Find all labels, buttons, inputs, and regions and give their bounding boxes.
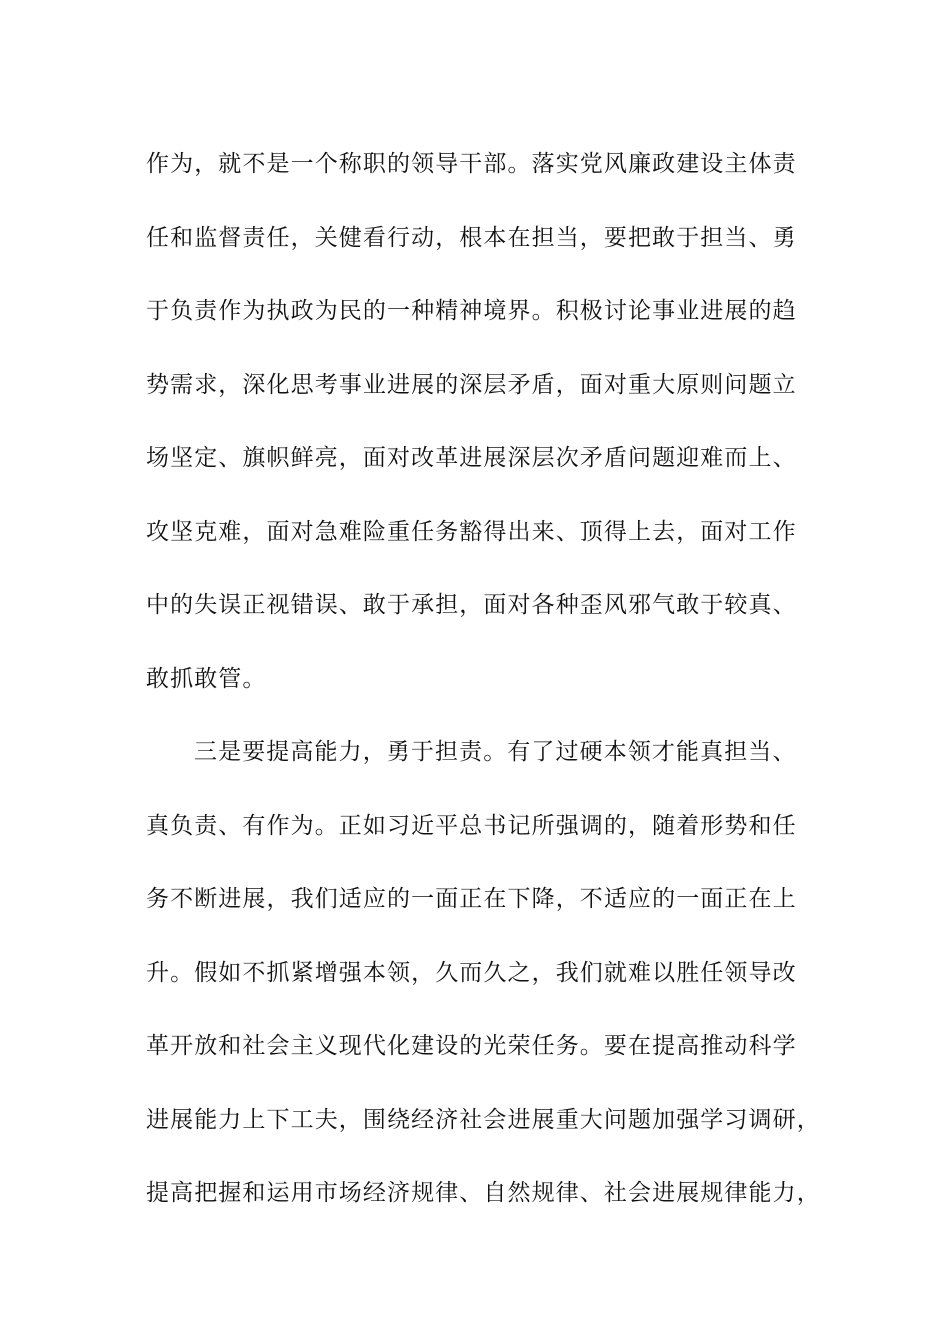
text-line: 提高把握和运用市场经济规律、自然规律、社会进展规律能力， — [146, 1180, 821, 1206]
text-line: 作为，就不是一个称职的领导干部。落实党风廉政建设主体责 — [146, 151, 797, 177]
text-line: 进展能力上下工夫，围绕经济社会进展重大问题加强学习调研， — [146, 1106, 821, 1133]
text-line: 任和监督责任，关健看行动，根本在担当，要把敢于担当、勇 — [146, 224, 797, 251]
text-line: 于负责作为执政为民的一种精神境界。积极讨论事业进展的趋 — [146, 298, 797, 324]
text-line: 中的失误正视错误、敢于承担，面对各种歪风邪气敢于较真、 — [146, 592, 797, 618]
text-line: 敢抓敢管。 — [146, 665, 267, 692]
text-line: 势需求，深化思考事业进展的深层矛盾，面对重大原则问题立 — [146, 371, 797, 398]
text-line: 攻坚克难，面对急难险重任务豁得出来、顶得上去，面对工作 — [146, 518, 797, 545]
text-line: 升。假如不抓紧增强本领，久而久之，我们就难以胜任领导改 — [146, 959, 797, 986]
text-line: 真负责、有作为。正如习近平总书记所强调的，随着形势和任 — [146, 812, 797, 839]
text-line: 革开放和社会主义现代化建设的光荣任务。要在提高推动科学 — [146, 1033, 797, 1059]
text-line: 务不断进展，我们适应的一面正在下降，不适应的一面正在上 — [146, 886, 797, 912]
body-text — [146, 128, 821, 1231]
paragraph-start-line: 三是要提高能力，勇于担责。有了过硬本领才能真担当、 — [194, 739, 797, 765]
text-line: 场坚定、旗帜鲜亮，面对改革进展深层次矛盾问题迎难而上、 — [146, 445, 797, 471]
